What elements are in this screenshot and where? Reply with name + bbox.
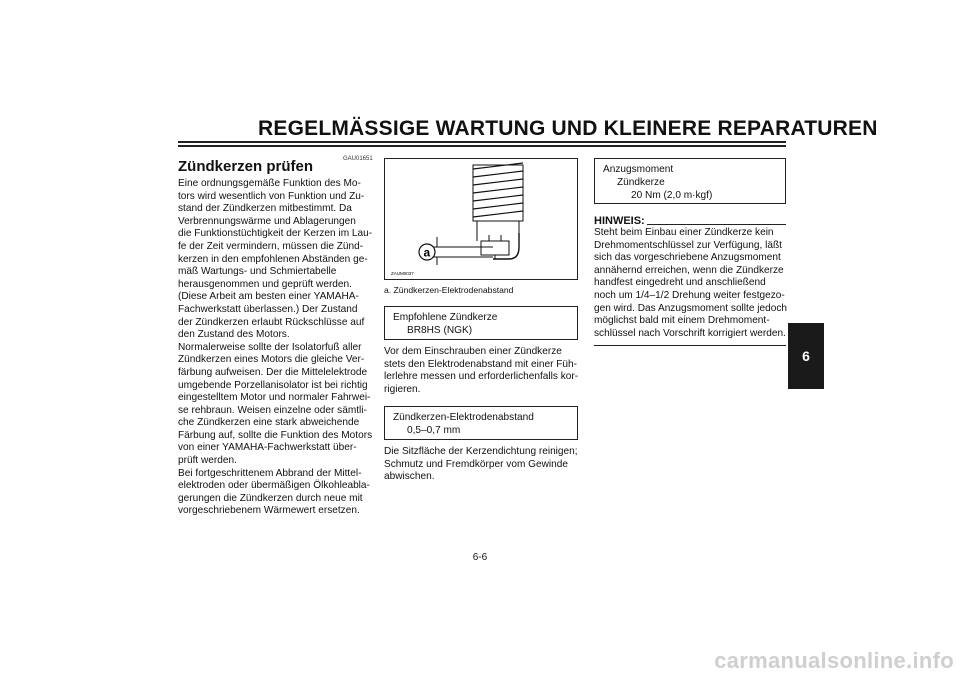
body-text-line: abwischen.	[384, 471, 435, 483]
body-text-line: Fachwerkstatt überlassen.) Der Zustand	[178, 303, 358, 315]
body-text-line: mäß Wartungs- und Schmiertabelle	[178, 266, 337, 278]
body-text-line: Normalerweise sollte der Isolatorfuß aller	[178, 341, 362, 353]
left-body-text	[178, 178, 373, 518]
torque-label: Anzugsmoment	[603, 164, 674, 175]
note-text-line: gen wird. Das Anzugsmoment sollte jedoch	[594, 302, 788, 314]
recommended-plug-box	[384, 306, 578, 340]
spark-plug-figure	[384, 158, 578, 280]
middle-body-text-2	[384, 446, 580, 484]
note-text-line: Steht beim Einbau einer Zündkerze kein	[594, 227, 774, 238]
body-text-line: die Funktionstüchtigkeit der Kerzen im Lau-	[178, 228, 373, 240]
body-text-line: Verbrennungswärme und Ablagerungen	[178, 215, 356, 227]
body-text-line: Zündkerzen eines Motors die gleiche Ver-	[178, 354, 365, 366]
chapter-tab[interactable]: 6	[788, 323, 824, 389]
recommended-plug-value: BR8HS (NGK)	[407, 324, 473, 336]
body-text-line: stets den Elektrodenabstand mit einer Füh-	[384, 358, 578, 370]
section-code: GAU01651	[343, 156, 373, 162]
page-header-title: REGELMÄSSIGE WARTUNG UND KLEINERE REPARATUREN	[258, 117, 878, 140]
header-rule-top	[178, 141, 786, 143]
body-text-line: Vor dem Einschrauben einer Zündkerze	[384, 346, 562, 357]
body-text-line: eingestelltem Motor und normaler Fahrwei-	[178, 392, 371, 404]
body-text-line: elektroden oder übermäßigen Ölkohleabla-	[178, 480, 370, 492]
note-title: HINWEIS:	[594, 215, 645, 227]
figure-label: a	[423, 245, 431, 260]
note-title-rule	[647, 224, 786, 225]
electrode-gap-label: Zündkerzen-Elektrodenabstand	[393, 412, 534, 423]
torque-sub: Zündkerze	[617, 176, 665, 188]
note-text-line: sich das vorgeschriebene Anzugsmoment	[594, 252, 781, 264]
body-text-line: umgebende Porzellanisolator ist bei richtig	[178, 379, 368, 391]
body-text-line: lerlehre messen und erforderlichenfalls kor-	[384, 371, 579, 383]
middle-body-text-1	[384, 346, 580, 396]
torque-box	[594, 158, 786, 204]
note-text-line: noch um 1/4–1/2 Drehung weiter festgezo-	[594, 289, 785, 301]
figure-caption: a. Zündkerzen-Elektrodenabstand	[384, 285, 514, 295]
body-text-line: der Zündkerzen erlaubt Rückschlüsse auf	[178, 316, 365, 328]
body-text-line: tors wird wesentlich von Funktion und Zu-	[178, 190, 365, 202]
body-text-line: se rehbraun. Weisen einzelne oder sämtli-	[178, 404, 367, 416]
body-text-line: Färbung auf, sollte die Funktion des Motors	[178, 429, 373, 441]
body-text-line: von einer YAMAHA-Fachwerkstatt über-	[178, 442, 357, 454]
body-text-line: stand der Zündkerzen mitbestimmt. Da	[178, 203, 352, 215]
body-text-line: färbung aufweisen. Der die Mittelelektrode	[178, 366, 368, 378]
note-text-line: annähernd erreichen, wenn die Zündkerze	[594, 264, 784, 276]
section-title: Zündkerzen prüfen	[178, 158, 314, 175]
note-body-text	[594, 227, 788, 340]
note-text-line: handfest eingedreht und anschließend	[594, 277, 766, 289]
electrode-gap-box	[384, 406, 578, 440]
body-text-line: (Diese Arbeit am besten einer YAMAHA-	[178, 291, 359, 303]
recommended-plug-label: Empfohlene Zündkerze	[393, 312, 498, 323]
body-text-line: Eine ordnungsgemäße Funktion des Mo-	[178, 178, 361, 189]
note-text-line: möglichst bald mit einem Drehmoment-	[594, 315, 770, 327]
electrode-gap-value: 0,5–0,7 mm	[407, 424, 461, 436]
body-text-line: Schmutz und Fremdkörper vom Gewinde	[384, 458, 569, 470]
note-text-line: schlüssel nach Vorschrift korrigiert werden.	[594, 327, 786, 339]
body-text-line: rigieren.	[384, 383, 421, 395]
spark-plug-illustration	[385, 159, 578, 280]
body-text-line: den Zustand des Motors.	[178, 329, 290, 341]
note-end-rule	[594, 345, 786, 346]
body-text-line: Bei fortgeschrittenem Abbrand der Mittel-	[178, 467, 362, 479]
body-text-line: vorgeschriebenem Wärmewert ersetzen.	[178, 505, 360, 517]
torque-value: 20 Nm (2,0 m·kgf)	[631, 189, 713, 201]
body-text-line: fe der Zeit vermindern, müssen die Zünd-	[178, 240, 364, 252]
figure-code: ZAUM0037	[391, 271, 414, 276]
body-text-line: prüft werden.	[178, 455, 237, 467]
header-rule-bottom	[178, 145, 786, 147]
body-text-line: herausgenommen und geprüft werden.	[178, 278, 352, 290]
body-text-line: kerzen in den empfohlenen Abständen ge-	[178, 253, 368, 265]
page-number: 6-6	[472, 552, 488, 563]
body-text-line: Die Sitzfläche der Kerzendichtung reinigen;	[384, 446, 578, 457]
body-text-line: che Zündkerzen eine stark abweichende	[178, 417, 360, 429]
body-text-line: gerungen die Zündkerzen durch neue mit	[178, 492, 363, 504]
watermark: carmanualsonline.info	[714, 648, 954, 673]
note-text-line: Drehmomentschlüssel zur Verfügung, läßt	[594, 239, 782, 251]
